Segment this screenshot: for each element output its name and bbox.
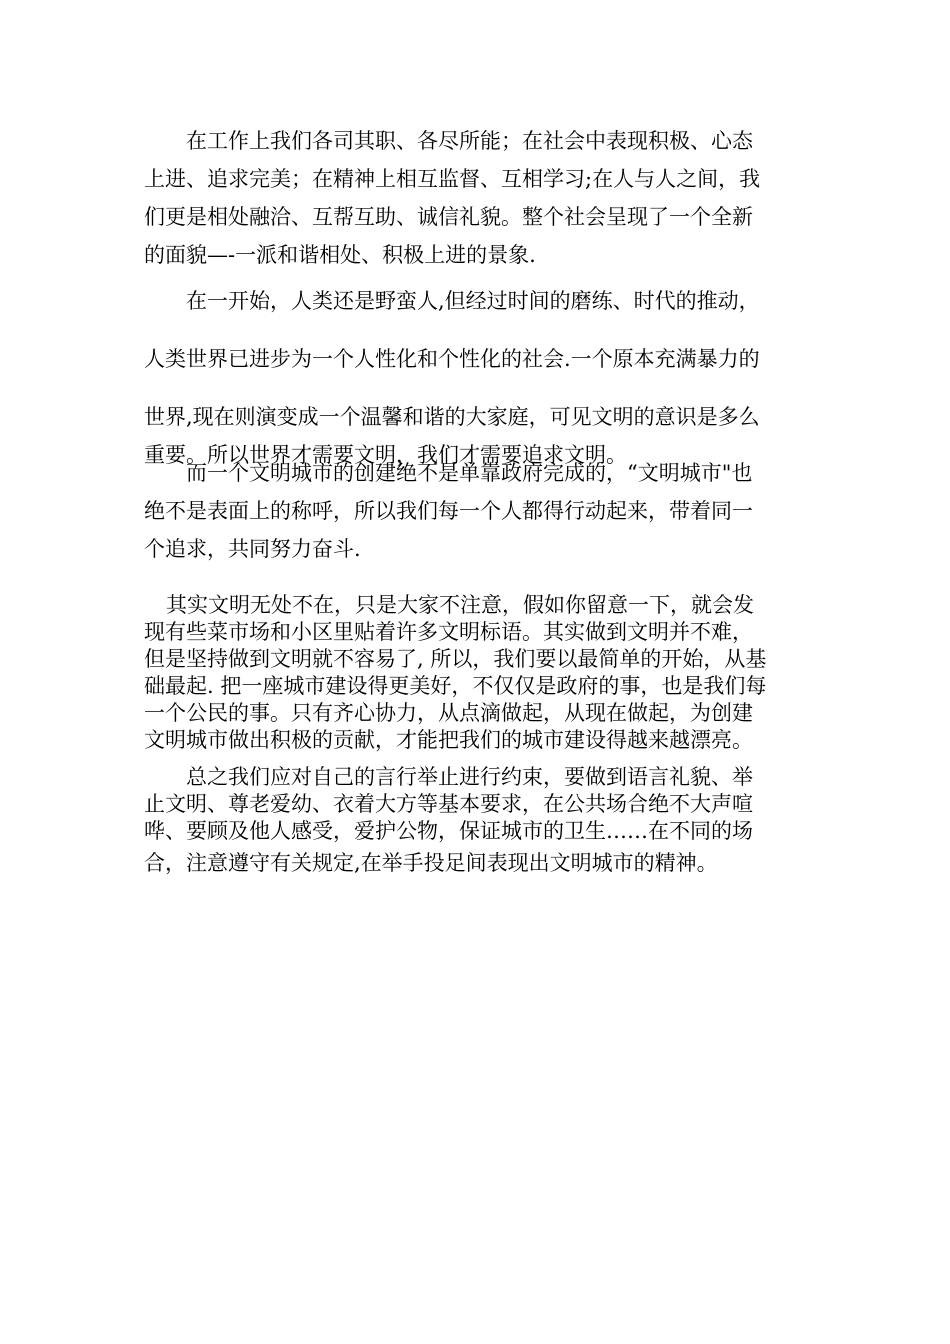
text-line: 上进、追求完美；在精神上相互监督、互相学习;在人与人之间，我 xyxy=(144,167,761,191)
text-line: 但是坚持做到文明就不容易了, 所以，我们要以最简单的开始，从基 xyxy=(144,647,767,671)
text-line: 在一开始，人类还是野蛮人,但经过时间的磨练、时代的推动， xyxy=(186,289,760,313)
text-line: 们更是相处融洽、互帮互助、诚信礼貌。整个社会呈现了一个全新 xyxy=(144,205,753,229)
text-line: 础最起. 把一座城市建设得更美好，不仅仅是政府的事，也是我们每 xyxy=(144,674,767,698)
paragraph-human-progress xyxy=(144,282,808,474)
text-line: 人类世界已进步为一个人性化和个性化的社会.一个原本充满暴力的 xyxy=(144,347,760,371)
text-line: 合，注意遵守有关规定,在举手投足间表现出文明城市的精神。 xyxy=(144,851,718,875)
paragraph-work-attitude xyxy=(144,122,808,274)
text-line: 文明城市做出积极的贡献，才能把我们的城市建设得越来越漂亮。 xyxy=(144,728,753,752)
paragraph-civilized-city xyxy=(144,454,808,568)
text-line: 而一个文明城市的创建绝不是单靠政府完成的，“文明城市"也 xyxy=(186,461,753,485)
text-line: 止文明、尊老爱幼、衣着大方等基本要求，在公共场合绝不大声喧 xyxy=(144,792,753,816)
text-line: 哗、要顾及他人感受，爱护公物，保证城市的卫生……在不同的场 xyxy=(144,819,753,843)
paragraph-civility-everywhere xyxy=(144,592,808,754)
text-line: 在工作上我们各司其职、各尽所能；在社会中表现积极、心态 xyxy=(186,129,753,153)
text-line: 个追求，共同努力奋斗. xyxy=(144,537,361,561)
text-line: 绝不是表面上的称呼，所以我们每一个人都得行动起来，带着同一 xyxy=(144,499,753,523)
text-line: 一个公民的事。只有齐心协力，从点滴做起，从现在做起，为创建 xyxy=(144,701,753,725)
paragraph-conclusion xyxy=(144,764,808,881)
text-line: 现有些菜市场和小区里贴着许多文明标语。其实做到文明并不难， xyxy=(144,620,753,644)
text-line: 重要。所以世界才需要文明，我们才需要追求文明。 xyxy=(144,443,627,467)
text-line: 的面貌—-一派和谐相处、积极上进的景象. xyxy=(144,243,536,267)
text-line: 总之我们应对自己的言行举止进行约束，要做到语言礼貌、举 xyxy=(186,765,753,789)
text-line: 其实文明无处不在，只是大家不注意，假如你留意一下，就会发 xyxy=(166,593,754,617)
text-line: 世界,现在则演变成一个温馨和谐的大家庭，可见文明的意识是多么 xyxy=(144,405,760,429)
